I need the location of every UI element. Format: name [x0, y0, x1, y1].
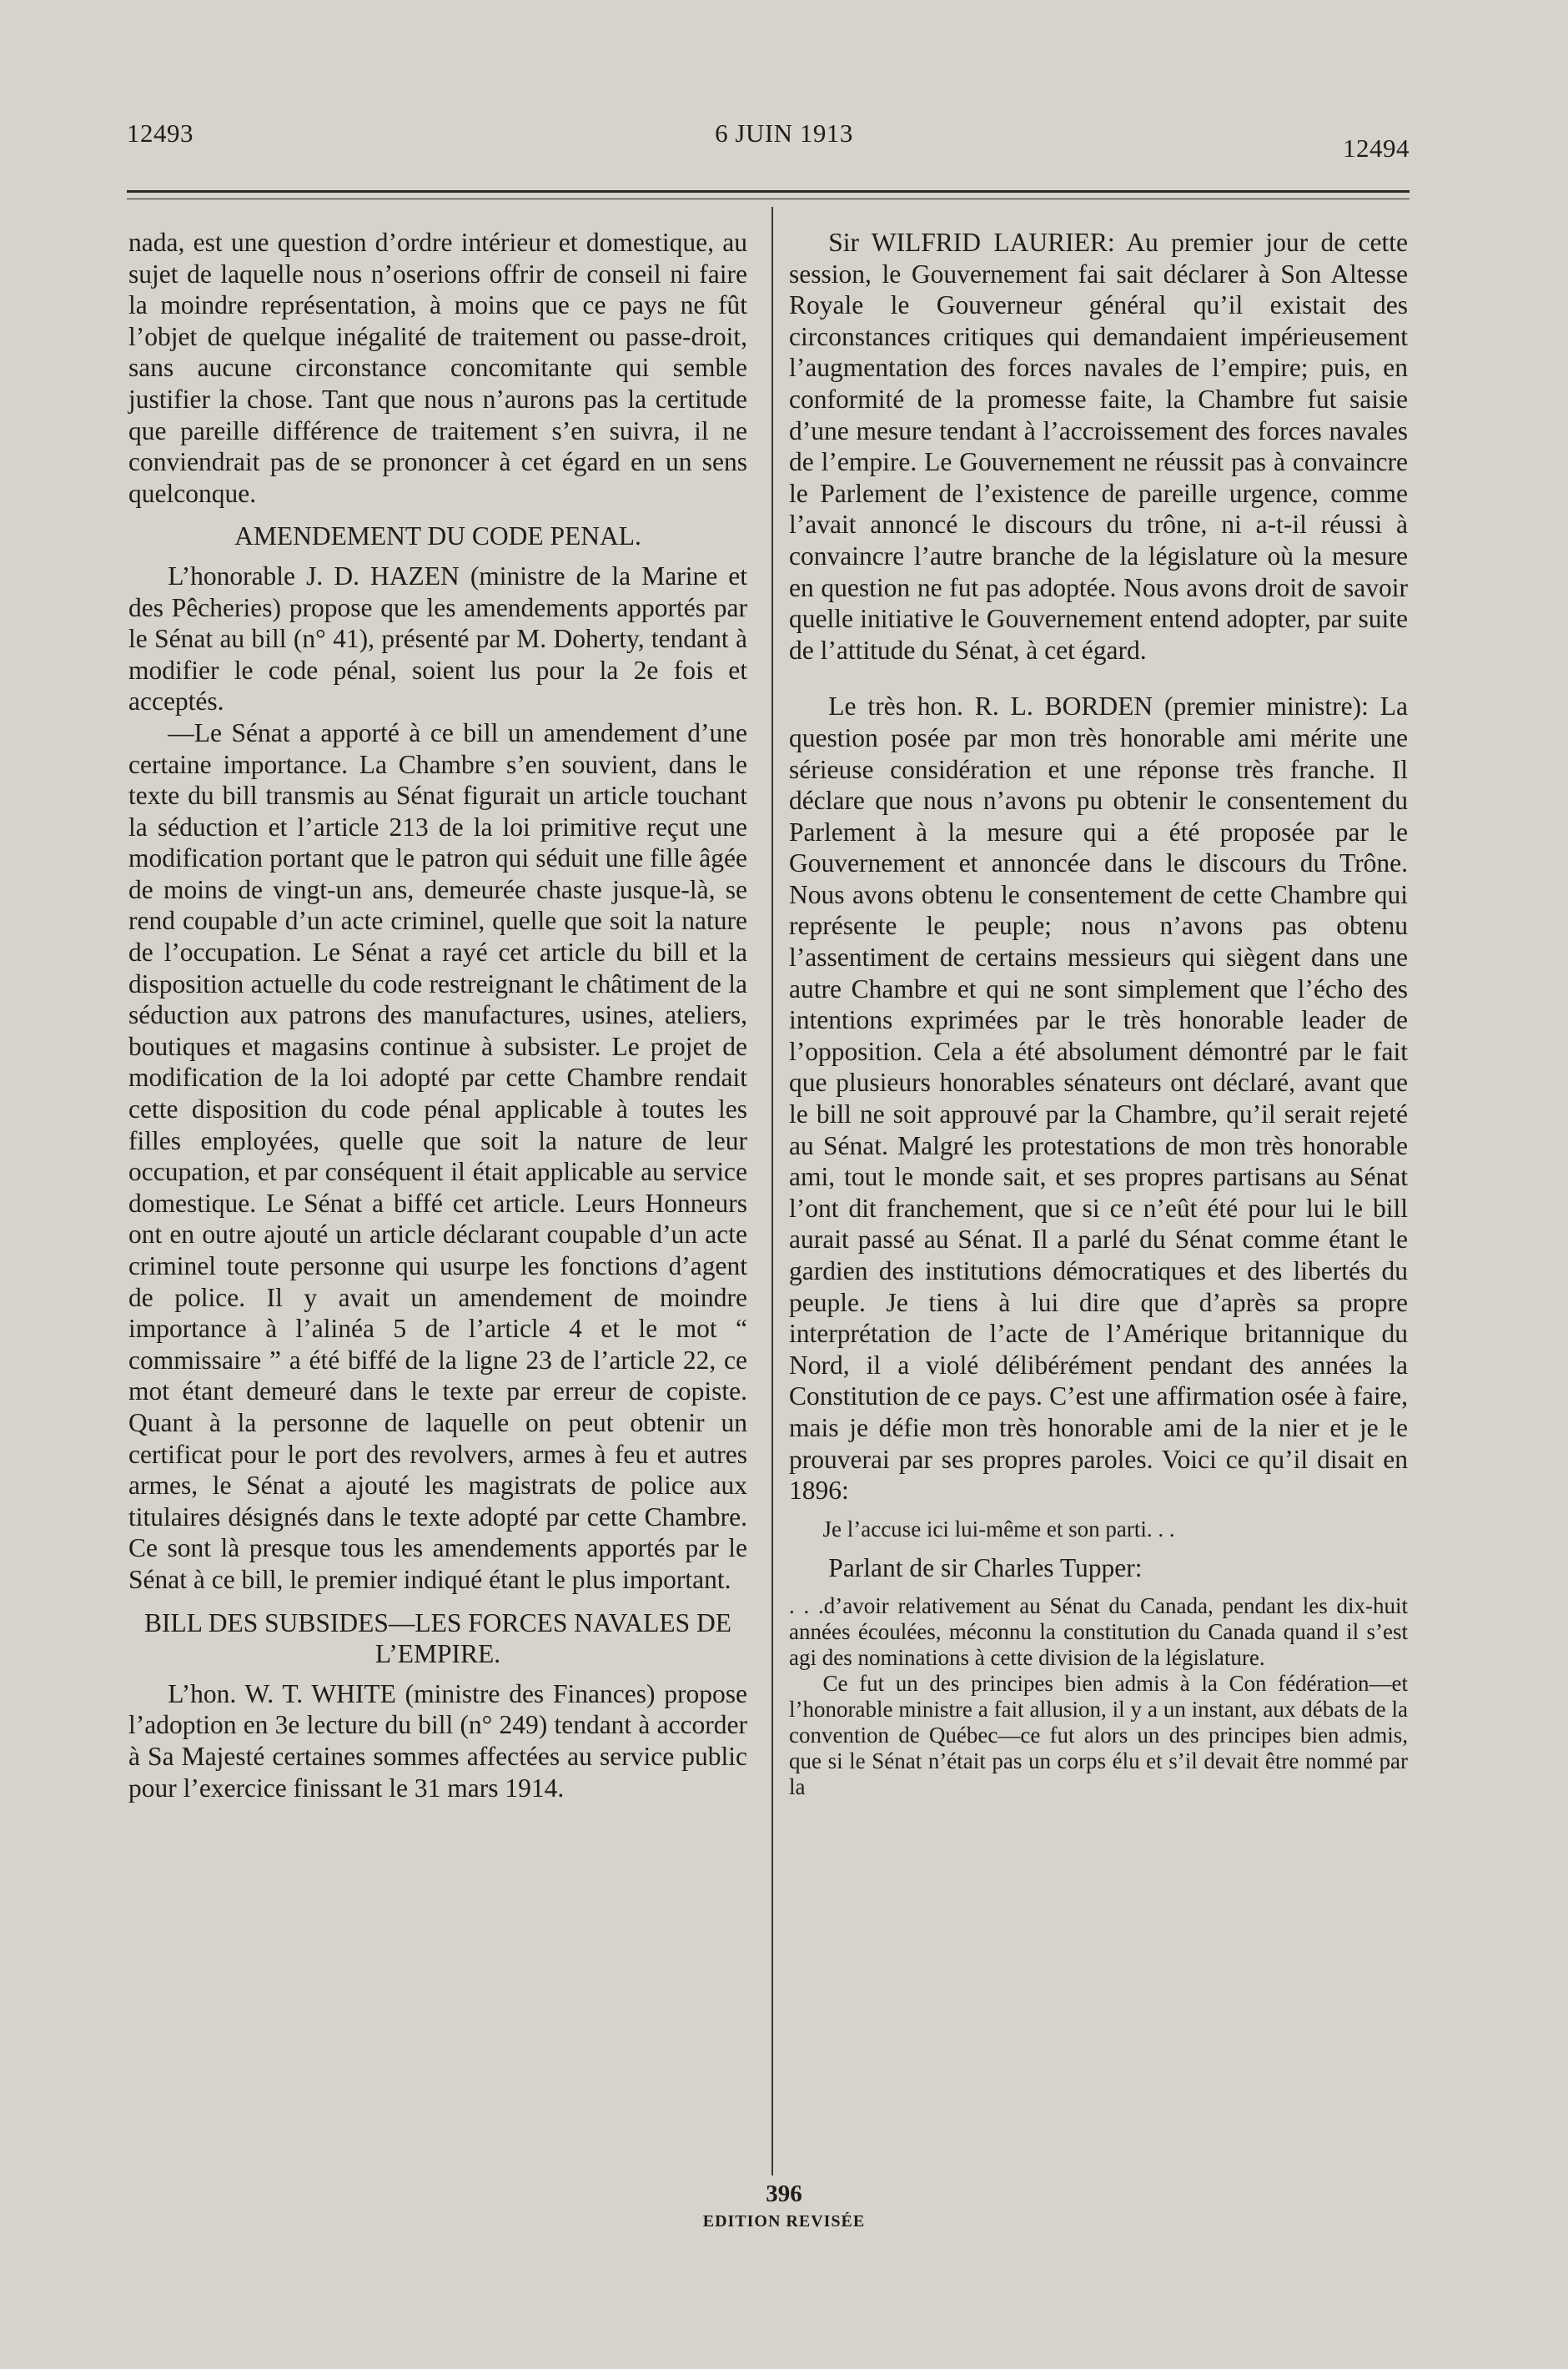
paragraph-spacer: [789, 1583, 1408, 1593]
right-column: [789, 227, 1408, 1800]
paragraph: —Le Sénat a apporté à ce bill un amendement d’une certaine importance. La Chambre s’en souvient, dans le texte du bill transmis au Sénat figurait un article touchant la séduction et l’article 213 de la loi primitive reçut une modification portant que le patron qui séduit une fille âgée de moins de vingt-un ans, demeurée chaste jusque-là, se rend coupable d’un acte criminel, quelle que soit la nature de l’occupation. Le Sénat a rayé cet article du bill et la disposition actuelle du code restreignant le châtiment de la séduction aux patrons des manufactures, usines, ateliers, boutiques et magasins continue à subsister. Le projet de modification de la loi adopté par cette Chambre rendait cette disposition du code pénal applicable à toutes les filles employées, quelle que soit la nature de leur occupation, et par conséquent il était applicable au service domestique. Le Sénat a biffé cet article. Leurs Honneurs ont en outre ajouté un article déclarant coupable d’un acte criminel toute personne qui usurpe les fonctions d’agent de police. Il y avait un amendement de moindre importance à l’alinéa 5 de l’article 4 et le mot “ commissaire ” a été biffé de la ligne 23 de l’article 22, ce mot étant demeuré dans le texte par erreur de copiste. Quant à la personne de laquelle on peut obtenir un certificat pour le port des revolvers, armes à feu et autres armes, le Sénat a ajouté les magistrats de police aux titulaires désignés dans le texte adopté par cette Chambre. Ce sont là presque tous les amendements apportés par le Sénat à ce bill, le premier indiqué étant le plus important.: [128, 717, 747, 1594]
header-date: 6 JUIN 1913: [715, 118, 853, 148]
edition-label: EDITION REVISÉE: [702, 2212, 866, 2231]
column-separator: [771, 207, 773, 2175]
paragraph-spacer: [789, 1542, 1408, 1552]
quotation: Ce fut un des principes bien admis à la Con fédération—et l’honorable ministre a fait allusion, il y a un instant, aux débats de la convention de Québec—ce fut alors un des principes bien admis, que si le Sénat n’était pas un corps élu et s’il devait être nommé par la: [789, 1671, 1408, 1800]
section-heading: AMENDEMENT DU CODE PENAL.: [234, 521, 641, 551]
paragraph: nada, est une question d’ordre intérieur et domestique, au sujet de laquelle nous n’oserions offrir de conseil ni faire la moindre représentation, à moins que ce pays ne fût l’objet de quelque inégalité de traitement ou passe-droit, sans aucune circonstance concomitante qui semble justifier la chose. Tant que nous n’aurons pas la certitude que pareille différence de traitement s’en suivra, il ne conviendrait pas de se prononcer à cet égard en un sens quelconque.: [128, 228, 747, 508]
paragraph-spacer: [789, 666, 1408, 691]
paragraph: Parlant de sir Charles Tupper:: [828, 1552, 1143, 1582]
paragraph-spacer: [789, 1506, 1408, 1516]
paragraph: L’honorable J. D. HAZEN (ministre de la Marine et des Pêcheries) propose que les amendements apportés par le Sénat au bill (n° 41), présenté par M. Doherty, tendant à modifier le code pénal, soient lus pour la 2e fois et acceptés.: [128, 561, 747, 717]
quotation: Je l’accuse ici lui-même et son parti. . .: [822, 1516, 1175, 1542]
section-heading: BILL DES SUBSIDES—LES FORCES NAVALES DE L’EMPIRE.: [144, 1607, 731, 1669]
paragraph: Le très hon. R. L. BORDEN (premier ministre): La question posée par mon très honorable ami mérite une sérieuse considération et une réponse très franche. Il déclare que nous n’avons pu obtenir le consentement du Parlement à la mesure qui a été proposée par le Gouvernement et annoncée dans le discours du Trône. Nous avons obtenu le consentement de cette Chambre qui représente le peuple; nous n’avons pas obtenu l’assentiment de certains messieurs qui siègent dans une autre Chambre et qui ne sont simplement que l’écho des intentions exprimées par le très honorable leader de l’opposition. Cela a été absolument démontré par le fait que plusieurs honorables sénateurs ont déclaré, avant que le bill ne soit approuvé par la Chambre, qu’il serait rejeté au Sénat. Malgré les protestations de mon très honorable ami, tout le monde sait, et ses propres partisans au Sénat l’ont dit franchement, que si ce n’eût été pour lui le bill aurait passé au Sénat. Il a parlé du Sénat comme étant le gardien des institutions démocratiques et des libertés du peuple. Je tiens à lui dire que d’après sa propre interprétation de l’acte de l’Amérique britannique du Nord, il a violé délibérément pendant des années la Constitution de ce pays. C’est une affirmation osée à faire, mais je défie mon très honorable ami de la nier et je le prouverai par ses propres paroles. Voici ce qu’il disait en 1896:: [789, 692, 1408, 1506]
page-number: 396: [766, 2180, 802, 2207]
quotation: . . .d’avoir relativement au Sénat du Canada, pendant les dix-huit années écoulées, méconnu la constitution du Canada quand il s’est agi des nominations à cette division de la législature.: [789, 1593, 1408, 1671]
paragraph: Sir WILFRID LAURIER: Au premier jour de cette session, le Gouvernement fai sait déclarer à Son Altesse Royale le Gouverneur général qu’il existait des circonstances critiques qui demandaient impérieusement l’augmentation des forces navales de l’empire; puis, en conformité de la promesse faite, la Chambre fut saisie d’une mesure tendant à l’accroissement des forces navales de l’empire. Le Gouvernement ne réussit pas à convaincre le Parlement de l’existence de pareille urgence, comme l’avait annoncé le discours du trône, ni a-t-il réussi à convaincre l’autre branche de la législature où la mesure en question ne fut pas adoptée. Nous avons droit de savoir quelle initiative le Gouvernement entend adopter, par suite de l’attitude du Sénat, à cet égard.: [789, 228, 1408, 665]
header-right-column-number: 12494: [1343, 133, 1410, 163]
header-left-column-number: 12493: [127, 118, 193, 148]
paragraph: L’hon. W. T. WHITE (ministre des Finances) propose l’adoption en 3e lecture du bill (n° 249) tendant à accorder à Sa Majesté certaines sommes affectées au service public pour l’exercice finissant le 31 mars 1914.: [128, 1678, 747, 1803]
left-column: [128, 227, 747, 1803]
header-rule-thick: [127, 190, 1410, 193]
